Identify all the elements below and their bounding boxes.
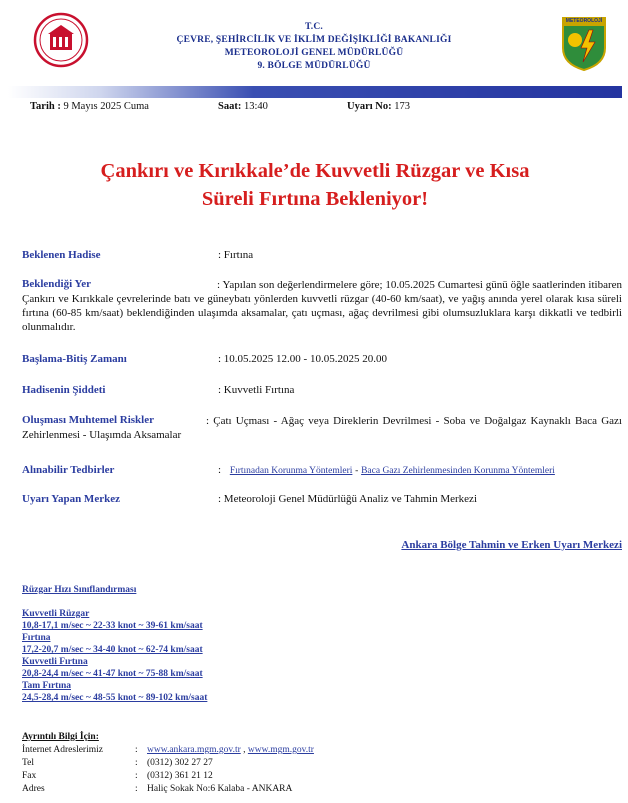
flue-gas-protection-link[interactable]: Baca Gazı Zehirlenmesinden Korunma Yöntemleri bbox=[361, 466, 555, 476]
expected-event-value: : Fırtına bbox=[218, 249, 254, 261]
storm-protection-link[interactable]: Fırtınadan Korunma Yöntemleri bbox=[229, 466, 353, 476]
contact-heading: Ayrıntılı Bilgi İçin: bbox=[22, 732, 99, 742]
wind-class-range: 20,8-24,4 m/sec ~ 41-47 knot ~ 75-88 km/saat bbox=[22, 669, 203, 679]
meteoroloji-logo bbox=[559, 14, 609, 72]
header-directorate: METEOROLOJİ GENEL MÜDÜRLÜĞÜ bbox=[224, 48, 404, 58]
internet-colon: : bbox=[135, 745, 138, 755]
fax-label: Fax bbox=[22, 771, 37, 781]
address-value: Haliç Sokak No:6 Kalaba - ANKARA bbox=[147, 784, 293, 794]
date-value: 9 Mayıs 2025 Cuma bbox=[63, 101, 149, 112]
tel-colon: : bbox=[135, 758, 138, 768]
severity-value: : Kuvvetli Fırtına bbox=[218, 384, 295, 396]
wind-class-name: Fırtına bbox=[22, 633, 51, 643]
wind-class-name: Kuvvetli Fırtına bbox=[22, 657, 88, 667]
internet-links bbox=[147, 745, 314, 755]
fax-value: (0312) 361 21 12 bbox=[147, 771, 213, 781]
warning-number-field bbox=[347, 101, 410, 112]
risks-label: Oluşması Muhtemel Riskler bbox=[22, 414, 154, 426]
time-value: 13:40 bbox=[243, 101, 268, 112]
wind-classification-heading: Rüzgar Hızı Sınıflandırması bbox=[22, 585, 137, 595]
regional-center-link[interactable]: Ankara Bölge Tahmin ve Erken Uyarı Merkezi bbox=[401, 539, 622, 551]
wind-class-name: Kuvvetli Rüzgar bbox=[22, 609, 90, 619]
warning-center-value: : Meteoroloji Genel Müdürlüğü Analiz ve Tahmin Merkezi bbox=[218, 493, 477, 505]
measures-label: Alınabilir Tedbirler bbox=[22, 464, 115, 476]
fax-colon: : bbox=[135, 771, 138, 781]
wind-class-name: Tam Fırtına bbox=[22, 681, 71, 691]
date-label: Tarih : bbox=[30, 101, 61, 112]
internet-separator: , bbox=[243, 745, 246, 755]
expected-place-label: Beklendiği Yer bbox=[22, 278, 91, 290]
wind-class-range: 17,2-20,7 m/sec ~ 34-40 knot ~ 62-74 km/saat bbox=[22, 645, 203, 655]
time-field bbox=[218, 101, 268, 112]
measures-separator: - bbox=[355, 466, 359, 476]
tel-value: (0312) 302 27 27 bbox=[147, 758, 213, 768]
start-end-time-label: Başlama-Bitiş Zamanı bbox=[22, 353, 127, 365]
header-region: 9. BÖLGE MÜDÜRLÜĞÜ bbox=[257, 61, 371, 71]
risks-value: : Çatı Uçması - Ağaç veya Direklerin Devrilmesi - Soba ve Doğalgaz Kaynaklı Baca Gazı Zehirlenmesi - Ulaşımda Aksamalar bbox=[22, 415, 622, 441]
expected-place-value: : Yapılan son değerlendirmelere göre; 10.05.2025 Cumartesi günü öğle saatlerinden itibaren Çankırı ve Kırıkkale çevrelerinde batı ve güneybatı yönlerden kuvvetli rüzgar (40-60 km/saat), ve yağış anında yerel olarak kısa süreli fırtına (60-85 km/saat) beklendiğinden ulaşımda aksamalar, çatı uçması, ağaç devrilmesi gibi olumsuzluklara karşı dikkatli ve tedbirli olunmalıdır. bbox=[22, 279, 622, 333]
ankara-website-link[interactable]: www.ankara.mgm.gov.tr bbox=[147, 745, 241, 755]
header-tc: T.C. bbox=[304, 22, 324, 32]
wind-class-range: 10,8-17,1 m/sec ~ 22-33 knot ~ 39-61 km/saat bbox=[22, 621, 203, 631]
meteoroloji-logo-text: METEOROLOJİ bbox=[565, 18, 603, 24]
header-ministry: ÇEVRE, ŞEHİRCİLİK VE İKLİM DEĞİŞİKLİĞİ BAKANLIĞI bbox=[176, 35, 452, 45]
warning-number-value: 173 bbox=[394, 101, 410, 112]
header-divider-bar bbox=[8, 86, 622, 98]
expected-event-label: Beklenen Hadise bbox=[22, 249, 101, 261]
warning-title-line1: Çankırı ve Kırıkkale’de Kuvvetli Rüzgar ve Kısa bbox=[100, 160, 530, 182]
start-end-time-value: : 10.05.2025 12.00 - 10.05.2025 20.00 bbox=[218, 353, 387, 365]
severity-label: Hadisenin Şiddeti bbox=[22, 384, 106, 396]
warning-title-line2: Süreli Fırtına Bekleniyor! bbox=[201, 188, 429, 210]
internet-label: İnternet Adreslerimiz bbox=[22, 745, 103, 755]
measures-colon: : bbox=[218, 464, 222, 476]
warning-title bbox=[30, 157, 600, 213]
address-label: Adres bbox=[22, 784, 45, 794]
address-colon: : bbox=[135, 784, 138, 794]
wind-class-range: 24,5-28,4 m/sec ~ 48-55 knot ~ 89-102 km/saat bbox=[22, 693, 208, 703]
warning-center-label: Uyarı Yapan Merkez bbox=[22, 493, 120, 505]
warning-number-label: Uyarı No: bbox=[347, 101, 392, 112]
tel-label: Tel bbox=[22, 758, 34, 768]
measures-links bbox=[218, 464, 555, 476]
mgm-website-link[interactable]: www.mgm.gov.tr bbox=[247, 745, 314, 755]
time-label: Saat: bbox=[218, 101, 242, 112]
date-field bbox=[30, 101, 149, 112]
